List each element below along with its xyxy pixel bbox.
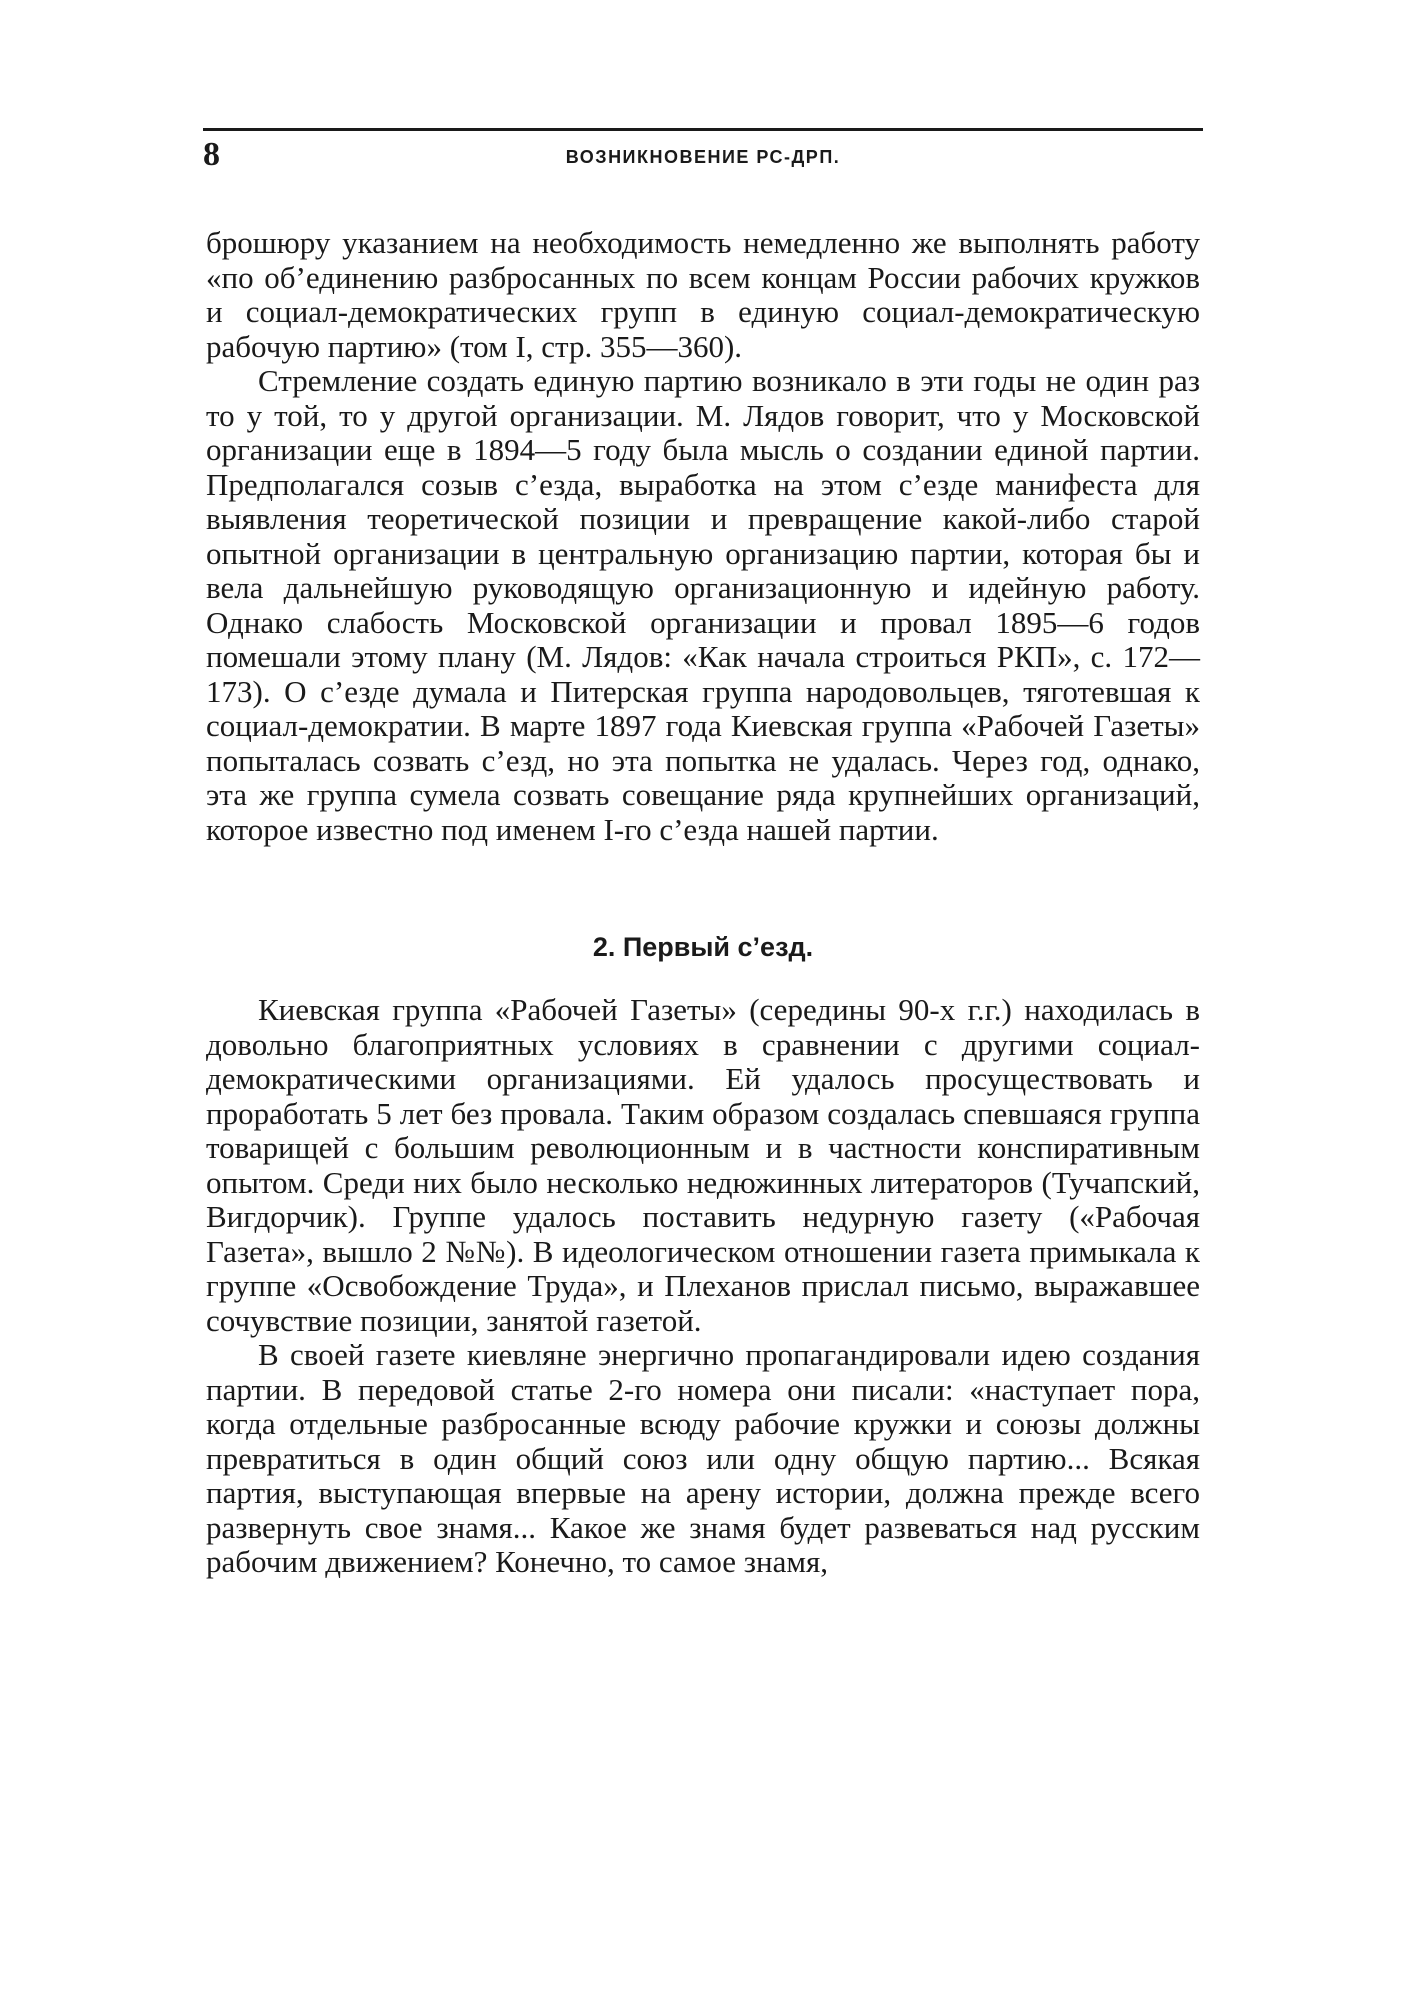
paragraph: Стремление создать единую партию возникало в эти годы не один раз то у той, то у другой организации. М. Лядов говорит, что у Московской организации еще в 1894—5 году была мысль о создании единой партии. Предполагался созыв с’езда, выработка на этом с’езде манифеста для выявления теоретической позиции и превращение какой-либо старой опытной организации в центральную организацию партии, которая бы и вела дальнейшую руководящую организационную и идейную работу. Однако слабость Московской организации и провал 1895—6 годов помешали этому плану (М. Лядов: «Как начала строиться РКП», с. 172—173). О с’езде думала и Питерская группа народовольцев, тяготевшая к социал-демократии. В марте 1897 года Киевская группа «Рабочей Газеты» попыталась созвать с’езд, но эта попытка не удалась. Через год, однако, эта же группа сумела созвать совещание ряда крупнейших организаций, которое известно под именем I-го с’езда нашей партии. (206, 363, 1200, 847)
section-heading: 2. Первый с’езд. (592, 932, 814, 962)
paragraph: В своей газете киевляне энергично пропагандировали идею создания партии. В передовой статье 2-го номера они писали: «наступает пора, когда отдельные разбросанные всюду рабочие кружки и союзы должны превратиться в один общий союз или одну общую партию... Всякая партия, выступающая впервые на арену истории, должна прежде всего развернуть свое знамя... Какое же знамя будет развеваться над русским рабочим движением? Конечно, то самое знамя, (206, 1337, 1200, 1579)
body-text (206, 226, 1200, 1580)
paragraph-continued: брошюру указанием на необходимость немедленно же выполнять работу «по об’единению разбросанных по всем концам России рабочих кружков и социал-демократических групп в единую социал-демократическую рабочую партию» (том I, стр. 355—360). (206, 225, 1200, 364)
header-rule (203, 128, 1203, 131)
paragraph: Киевская группа «Рабочей Газеты» (середины 90-х г.г.) находилась в довольно благоприятных условиях в сравнении с другими социал-демократическими организациями. Ей удалось просуществовать и проработать 5 лет без провала. Таким образом создалась спевшаяся группа товарищей с большим революционным и в частности конспиративным опытом. Среди них было несколько недюжинных литераторов (Тучапский, Вигдорчик). Группе удалось поставить недурную газету («Рабочая Газета», вышло 2 №№). В идеологическом отношении газета примыкала к группе «Освобождение Труда», и Плеханов прислал письмо, выражавшее сочувствие позиции, занятой газетой. (206, 992, 1200, 1338)
page-number: 8 (203, 136, 220, 173)
running-title: ВОЗНИКНОВЕНИЕ РС-ДРП. (565, 147, 841, 167)
